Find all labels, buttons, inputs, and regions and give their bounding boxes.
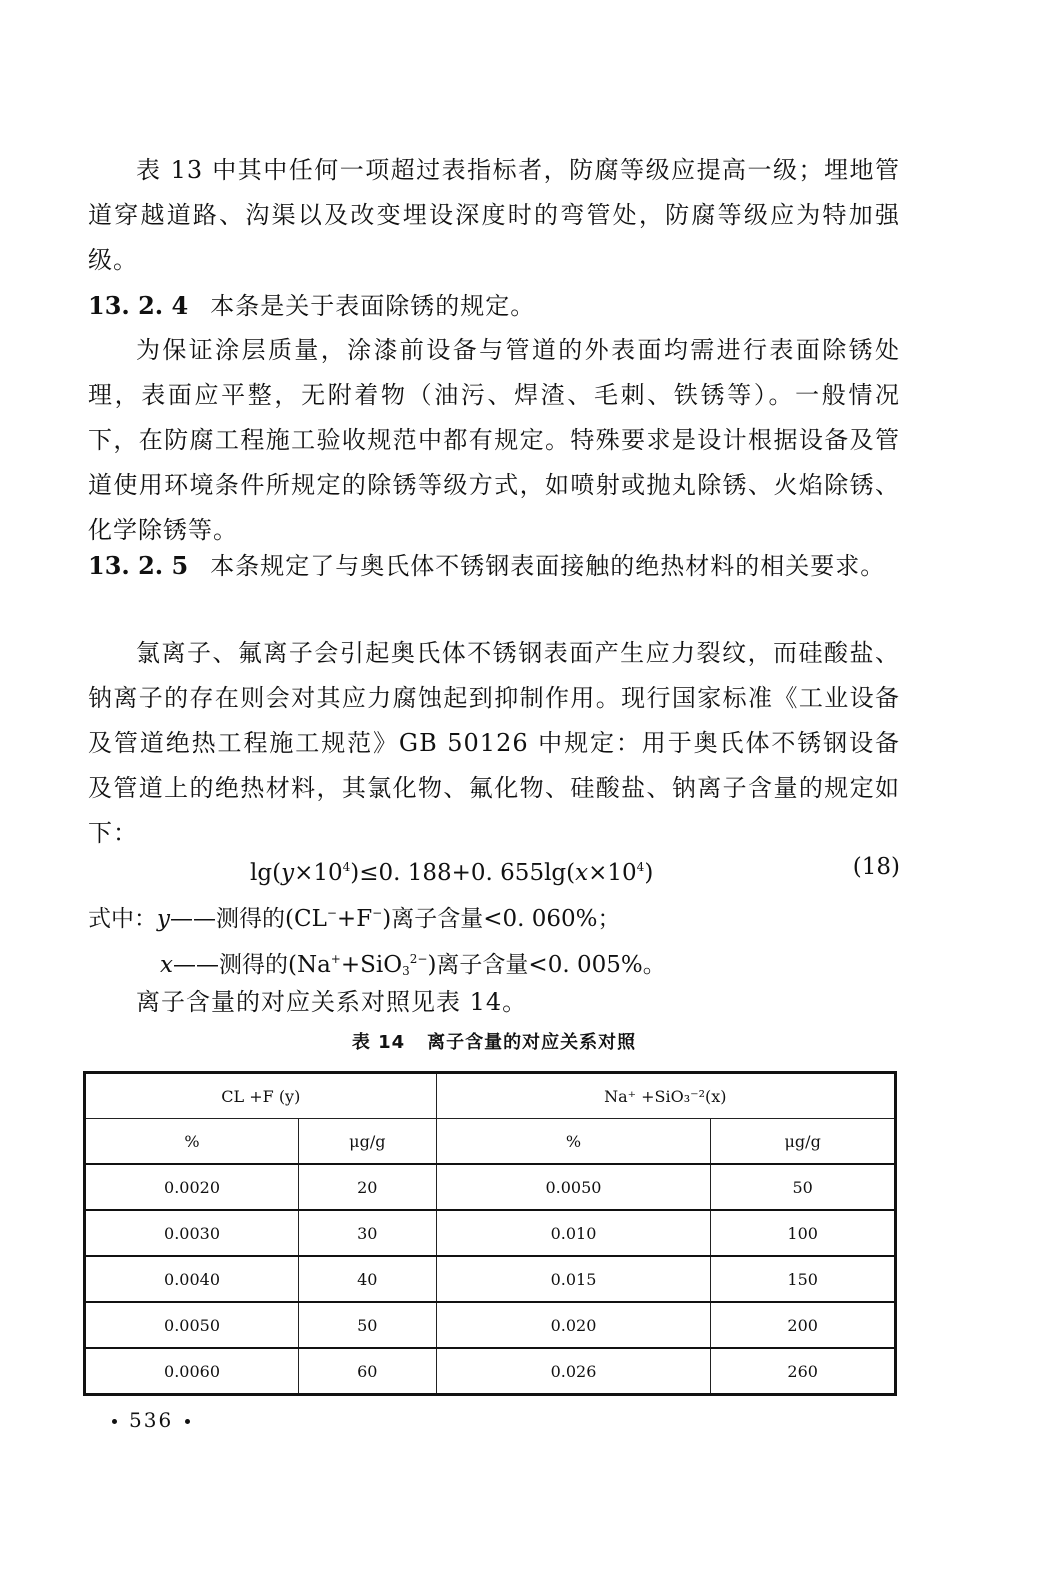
table-row xyxy=(85,1348,896,1395)
table-cell: 50 xyxy=(299,1302,437,1348)
table-cell: 0.020 xyxy=(436,1302,711,1348)
table-cell: 40 xyxy=(299,1256,437,1302)
clause-number: 13. 2. 4 xyxy=(88,291,189,320)
table-cell: 0.0040 xyxy=(85,1256,299,1302)
table-cell: 0.0020 xyxy=(85,1164,299,1210)
bullet-dot xyxy=(185,1419,190,1424)
table-cell: 0.015 xyxy=(436,1256,711,1302)
table-cell: 200 xyxy=(711,1302,896,1348)
bullet-dot xyxy=(112,1419,117,1424)
group-header-na-sio3: Na⁺ +SiO₃⁻²(x) xyxy=(436,1073,895,1119)
table-row xyxy=(85,1256,896,1302)
paragraph-chloride-ions: 氯离子、氟离子会引起奥氏体不锈钢表面产生应力裂纹，而硅酸盐、钠离子的存在则会对其应力腐蚀起到抑制作用。现行国家标准《工业设备及管道绝热工程施工规范》GB 50126 中规定：用于奥氏体不锈钢设备及管道上的绝热材料，其氯化物、氟化物、硅酸盐、钠离子含量的规定如下： xyxy=(88,639,900,847)
sub-header-cell: μg/g xyxy=(711,1119,896,1165)
sub-header-cell: % xyxy=(85,1119,299,1165)
table-cell: 0.0050 xyxy=(436,1164,711,1210)
table-cell: 0.0030 xyxy=(85,1210,299,1256)
paragraph-grade-rule: 表 13 中其中任何一项超过表指标者，防腐等级应提高一级；埋地管道穿越道路、沟渠以及改变埋设深度时的弯管处，防腐等级应为特加强级。 xyxy=(88,156,900,274)
table-cell: 0.010 xyxy=(436,1210,711,1256)
clause-13-2-4 xyxy=(88,283,900,329)
table-row xyxy=(85,1164,896,1210)
table-cell: 100 xyxy=(711,1210,896,1256)
clause-text: 本条规定了与奥氏体不锈钢表面接触的绝热材料的相关要求。 xyxy=(210,552,886,580)
paragraph-rust-removal: 为保证涂层质量，涂漆前设备与管道的外表面均需进行表面除锈处理，表面应平整，无附着物（油污、焊渣、毛刺、铁锈等）。一般情况下，在防腐工程施工验收规范中都有规定。特殊要求是设计根据设备及管道使用环境条件所规定的除锈等级方式，如喷射或抛丸除锈、火焰除锈、化学除锈等。 xyxy=(88,336,900,544)
table-caption-title: 离子含量的对应关系对照 xyxy=(427,1032,637,1053)
table-cell: 150 xyxy=(711,1256,896,1302)
table-cell: 0.0050 xyxy=(85,1302,299,1348)
table-cell: 0.026 xyxy=(436,1348,711,1395)
table-row xyxy=(85,1210,896,1256)
clause-13-2-5 xyxy=(88,543,900,589)
table-caption xyxy=(88,1028,900,1058)
definition-x: x——测得的(Na++SiO$_3^{2-}$)离子含量<0. 005%。 xyxy=(160,952,666,978)
table-caption-number: 表 14 xyxy=(351,1032,406,1053)
paragraph-table-ref: 离子含量的对应关系对照见表 14。 xyxy=(136,988,528,1016)
table-cell: 0.0060 xyxy=(85,1348,299,1395)
group-header-cl-f: CL +F (y) xyxy=(85,1073,437,1119)
formula-number: (18) xyxy=(852,854,900,880)
table-cell: 30 xyxy=(299,1210,437,1256)
sub-header-cell: % xyxy=(436,1119,711,1165)
sub-header-cell: μg/g xyxy=(299,1119,437,1165)
formula-expression: $\lg(y\times 10^4)\le 0$. 188+0. $655\lg(x\times 10^4)$ xyxy=(250,860,654,886)
table-group-header-row xyxy=(85,1073,896,1119)
page-number: 536 xyxy=(100,1408,202,1432)
table-cell: 260 xyxy=(711,1348,896,1395)
ion-content-table xyxy=(83,1071,897,1396)
table-row xyxy=(85,1302,896,1348)
table-cell: 60 xyxy=(299,1348,437,1395)
clause-number: 13. 2. 5 xyxy=(88,551,189,580)
table-sub-header-row xyxy=(85,1119,896,1165)
table-cell: 50 xyxy=(711,1164,896,1210)
definition-y: 式中：y——测得的(CL−+F−)离子含量<0. 060%； xyxy=(88,906,621,932)
clause-text: 本条是关于表面除锈的规定。 xyxy=(210,292,536,320)
table-cell: 20 xyxy=(299,1164,437,1210)
